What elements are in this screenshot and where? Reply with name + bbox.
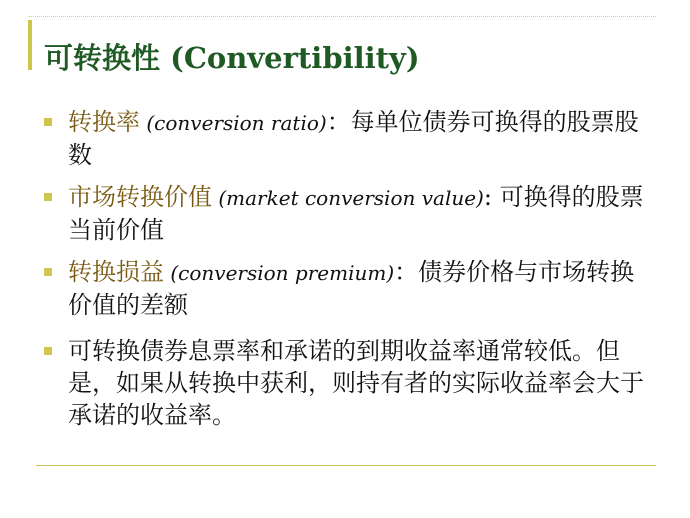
bullet-definition: ：债券价格与市场转换价值的差额 [68,258,635,319]
bullet-market-conversion-value [42,181,654,246]
bullet-conversion-premium [42,256,654,321]
bullet-definition: ：每单位债券可换得的股票股数 [68,108,639,169]
bottom-divider [36,465,656,466]
bullet-term: 转换损益 [68,258,164,286]
bullet-yield-note [42,335,654,431]
bullet-list [42,106,654,441]
bullet-english-term: (conversion ratio) [140,111,327,135]
square-bullet-icon [44,347,52,355]
bullet-term: 转换率 [68,108,140,136]
square-bullet-icon [44,193,52,201]
title-accent-bar [28,20,32,70]
bullet-term: 市场转换价值 [68,183,212,211]
square-bullet-icon [44,118,52,126]
slide-title: 可转换性 (Convertibility) [44,41,420,75]
square-bullet-icon [44,268,52,276]
bullet-definition: : 可换得的股票当前价值 [68,183,644,244]
bullet-english-term: (conversion premium) [164,261,395,285]
bullet-definition: 可转换债券息票率和承诺的到期收益率通常较低。但是，如果从转换中获利，则持有者的实际收益率会大于承诺的收益率。 [68,337,644,429]
bullet-english-term: (market conversion value) [212,186,484,210]
top-divider [28,16,656,17]
bullet-conversion-ratio [42,106,654,171]
